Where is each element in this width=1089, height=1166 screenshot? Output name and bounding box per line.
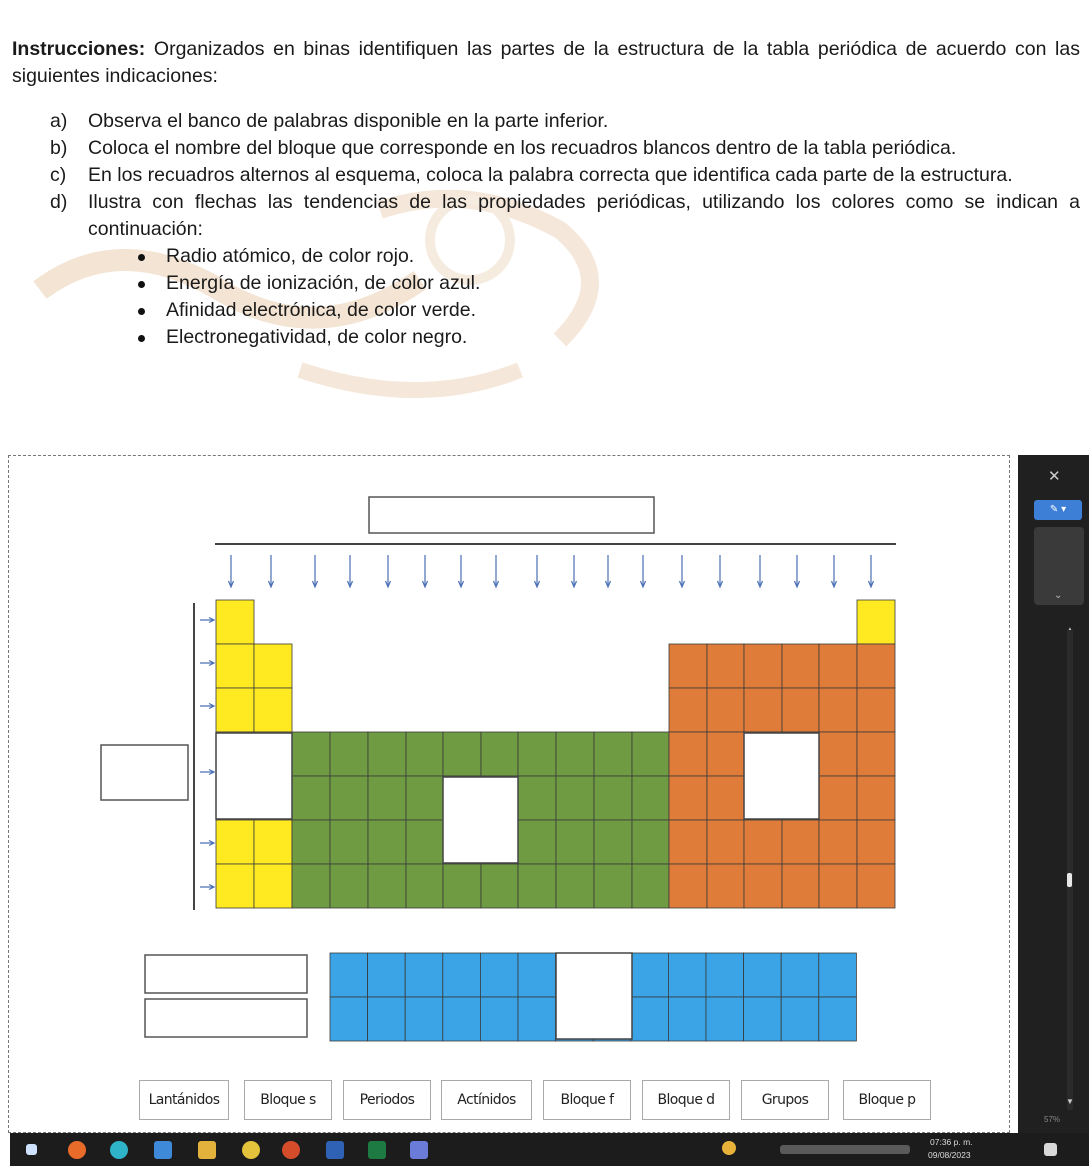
tray-icons[interactable] [780,1145,910,1154]
d-block-cell [556,732,594,776]
s-block-cell [216,600,254,644]
p-block-cell [744,688,782,732]
d-block-cell [368,776,406,820]
f-block-cell [443,997,481,1041]
word-bank-item-lantanidos[interactable]: Lantánidos [139,1080,229,1120]
s-block-cell [216,644,254,688]
group-arrow [641,555,646,587]
f-block-cell [405,953,443,997]
edit-tool-icon[interactable]: ✎ ▾ [1034,500,1082,520]
f-block-cell [744,997,782,1041]
chevron-down-icon[interactable]: ⌄ [1054,590,1063,601]
step-marker: b) [50,137,68,159]
period-arrow [200,661,214,666]
p-block-cell [707,644,744,688]
p-block-cell [857,732,895,776]
d-block-cell [556,776,594,820]
groups-label-box[interactable] [369,497,654,533]
p-block-cell [857,776,895,820]
period-arrow [200,770,214,775]
p-block-cell [669,732,707,776]
d-block-cell [406,864,443,908]
p-block-label-box[interactable] [744,733,819,819]
step-text: Coloca el nombre del bloque que corresponde en los recuadros blancos dentro de la tabla periódica. [88,137,957,159]
p-block-cell [669,688,707,732]
f-block-cell [368,997,406,1041]
p-block-cell [744,864,782,908]
d-block-cell [594,820,632,864]
s-block-cell [216,688,254,732]
p-block-cell [707,820,744,864]
group-arrow [386,555,391,587]
p-block-cell [782,820,819,864]
edge-icon[interactable] [110,1141,128,1159]
step-text: En los recuadros alternos al esquema, coloca la palabra correcta que identifica cada parte de la estructura. [88,164,1013,186]
p-block-cell [707,688,744,732]
group-arrow [459,555,464,587]
p-block-cell [857,688,895,732]
f-block-cell [330,997,368,1041]
d-block-cell [406,820,443,864]
firefox-icon[interactable] [68,1141,86,1159]
d-block-cell [632,820,669,864]
group-arrow [869,555,874,587]
windows-start-icon[interactable] [26,1144,37,1155]
period-arrows [200,618,214,890]
bullet-text: Electronegatividad, de color negro. [166,326,468,348]
p-block-cell [707,864,744,908]
periods-label-box[interactable] [101,745,188,800]
s-block-cell [254,644,292,688]
s-block-cell [254,820,292,864]
s-block-cell [216,820,254,864]
period-arrow [200,618,214,623]
d-block-cell [368,732,406,776]
p-block-cell [782,688,819,732]
group-arrow [606,555,611,587]
f-block-cell [518,953,556,997]
d-block-cell [632,732,669,776]
notification-icon[interactable] [1044,1143,1057,1156]
group-arrow [832,555,837,587]
d-block-cell [556,820,594,864]
p-block-cell [744,820,782,864]
scrollbar-thumb[interactable] [1067,873,1072,887]
explorer-icon[interactable] [198,1141,216,1159]
p-block-cell [819,864,857,908]
f-block-cell [368,953,406,997]
group-arrow [758,555,763,587]
close-icon[interactable]: ✕ [1048,468,1061,485]
s-block-label-box[interactable] [216,733,292,819]
step-text: Ilustra con flechas las tendencias de las propiedades periódicas, utilizando los colores como se indican a continuación: [88,191,1080,240]
f-block-label-box[interactable] [556,953,632,1039]
d-block-cell [632,776,669,820]
d-block-cell [330,864,368,908]
scroll-down-icon[interactable]: ▼ [1066,1097,1074,1106]
d-block-cell [443,732,481,776]
group-arrow [795,555,800,587]
viewer-sidebar [1018,455,1089,1135]
instructions-heading: Instrucciones: [12,38,146,60]
group-arrow [572,555,577,587]
chrome-icon[interactable] [242,1141,260,1159]
d-block-cell [292,732,330,776]
s-block-cell [216,864,254,908]
f-block-cell [781,997,819,1041]
p-block-cell [857,864,895,908]
d-block-cell [481,864,518,908]
group-arrow [313,555,318,587]
period-arrow [200,885,214,890]
d-block-cell [481,732,518,776]
clock-date: 09/08/2023 [928,1150,971,1160]
lanthanides-label-box[interactable] [145,955,307,993]
p-block-cell [669,820,707,864]
f-block-cell [480,997,518,1041]
d-block-label-box[interactable] [443,777,518,863]
taskbar [10,1133,1089,1166]
bullet-text: Afinidad electrónica, de color verde. [166,299,477,321]
d-block-cell [556,864,594,908]
period-arrow [200,704,214,709]
group-arrow [718,555,723,587]
d-block-cell [594,864,632,908]
s-block-cell [857,600,895,644]
s-block-cell [254,864,292,908]
group-arrows [229,555,874,587]
f-block-cell [819,997,857,1041]
viewer-panel [1034,527,1084,605]
word-bank-item-grupos[interactable]: Grupos [741,1080,829,1120]
p-block-cell [857,644,895,688]
d-block-cell [406,732,443,776]
clock-time: 07:36 p. m. [930,1137,973,1147]
group-arrow [680,555,685,587]
excel-icon[interactable] [368,1141,386,1159]
scrollbar-track[interactable] [1067,630,1073,1110]
d-block-cell [518,732,556,776]
p-block-cell [707,776,744,820]
group-arrow [494,555,499,587]
d-block-cell [594,732,632,776]
step-text: Observa el banco de palabras disponible en la parte inferior. [88,110,609,132]
p-block-cell [857,820,895,864]
d-block-cell [518,820,556,864]
d-block-cell [330,820,368,864]
period-arrow [200,841,214,846]
f-block-cell [631,953,669,997]
p-block-cell [819,776,857,820]
bullet-text: Energía de ionización, de color azul. [166,272,481,294]
f-block-cell [706,953,744,997]
d-block-cell [594,776,632,820]
f-block-cell [668,997,706,1041]
word-bank-item-actinidos[interactable]: Actínidos [441,1080,532,1120]
d-block-cell [330,776,368,820]
word-icon[interactable] [326,1141,344,1159]
s-block-cell [254,688,292,732]
f-block-cell [668,953,706,997]
word-bank-item-periodos[interactable]: Periodos [343,1080,431,1120]
weather-icon [722,1141,736,1155]
group-arrow [535,555,540,587]
d-block-cell [292,864,330,908]
p-block-cell [782,644,819,688]
d-block-cell [368,820,406,864]
word-bank-item-bloque-s[interactable]: Bloque s [244,1080,332,1120]
p-block-cell [819,820,857,864]
p-block-cell [819,732,857,776]
d-block-cell [518,776,556,820]
d-block-cell [443,864,481,908]
word-bank-item-bloque-d[interactable]: Bloque d [642,1080,730,1120]
bullet-text: Radio atómico, de color rojo. [166,245,415,267]
f-block-cell [706,997,744,1041]
word-bank-item-bloque-p[interactable]: Bloque p [843,1080,931,1120]
p-block-cell [782,864,819,908]
p-block-cell [669,644,707,688]
f-block-cell [518,997,556,1041]
instructions-lead-text: Organizados en binas identifiquen las partes de la estructura de la tabla periódica de acuerdo con las siguientes indicaciones: [12,38,1080,87]
d-block-cell [292,776,330,820]
actinides-label-box[interactable] [145,999,307,1037]
p-block-cell [669,776,707,820]
p-block-cell [744,644,782,688]
step-marker: a) [50,110,68,132]
photos-icon[interactable] [410,1141,428,1159]
d-block-cell [292,820,330,864]
step-marker: d) [50,191,68,213]
mail-icon[interactable] [154,1141,172,1159]
d-block-cell [406,776,443,820]
f-block-cell [744,953,782,997]
step-marker: c) [50,164,67,186]
p-block-cell [707,732,744,776]
f-block-cell [480,953,518,997]
p-block-cell [669,864,707,908]
f-block-cell [405,997,443,1041]
p-block-cell [819,644,857,688]
d-block-cell [330,732,368,776]
d-block-cell [368,864,406,908]
p-block-cell [819,688,857,732]
d-block-cell [632,864,669,908]
word-bank-item-bloque-f[interactable]: Bloque f [543,1080,631,1120]
group-arrow [269,555,274,587]
f-block-cell [781,953,819,997]
group-arrow [423,555,428,587]
group-arrow [348,555,353,587]
f-block-cell [443,953,481,997]
d-block-cell [518,864,556,908]
f-block-cell [819,953,857,997]
f-block-cell [330,953,368,997]
app-icon[interactable] [282,1141,300,1159]
zoom-level: 57% [1044,1115,1061,1124]
f-block-cell [631,997,669,1041]
group-arrow [229,555,234,587]
